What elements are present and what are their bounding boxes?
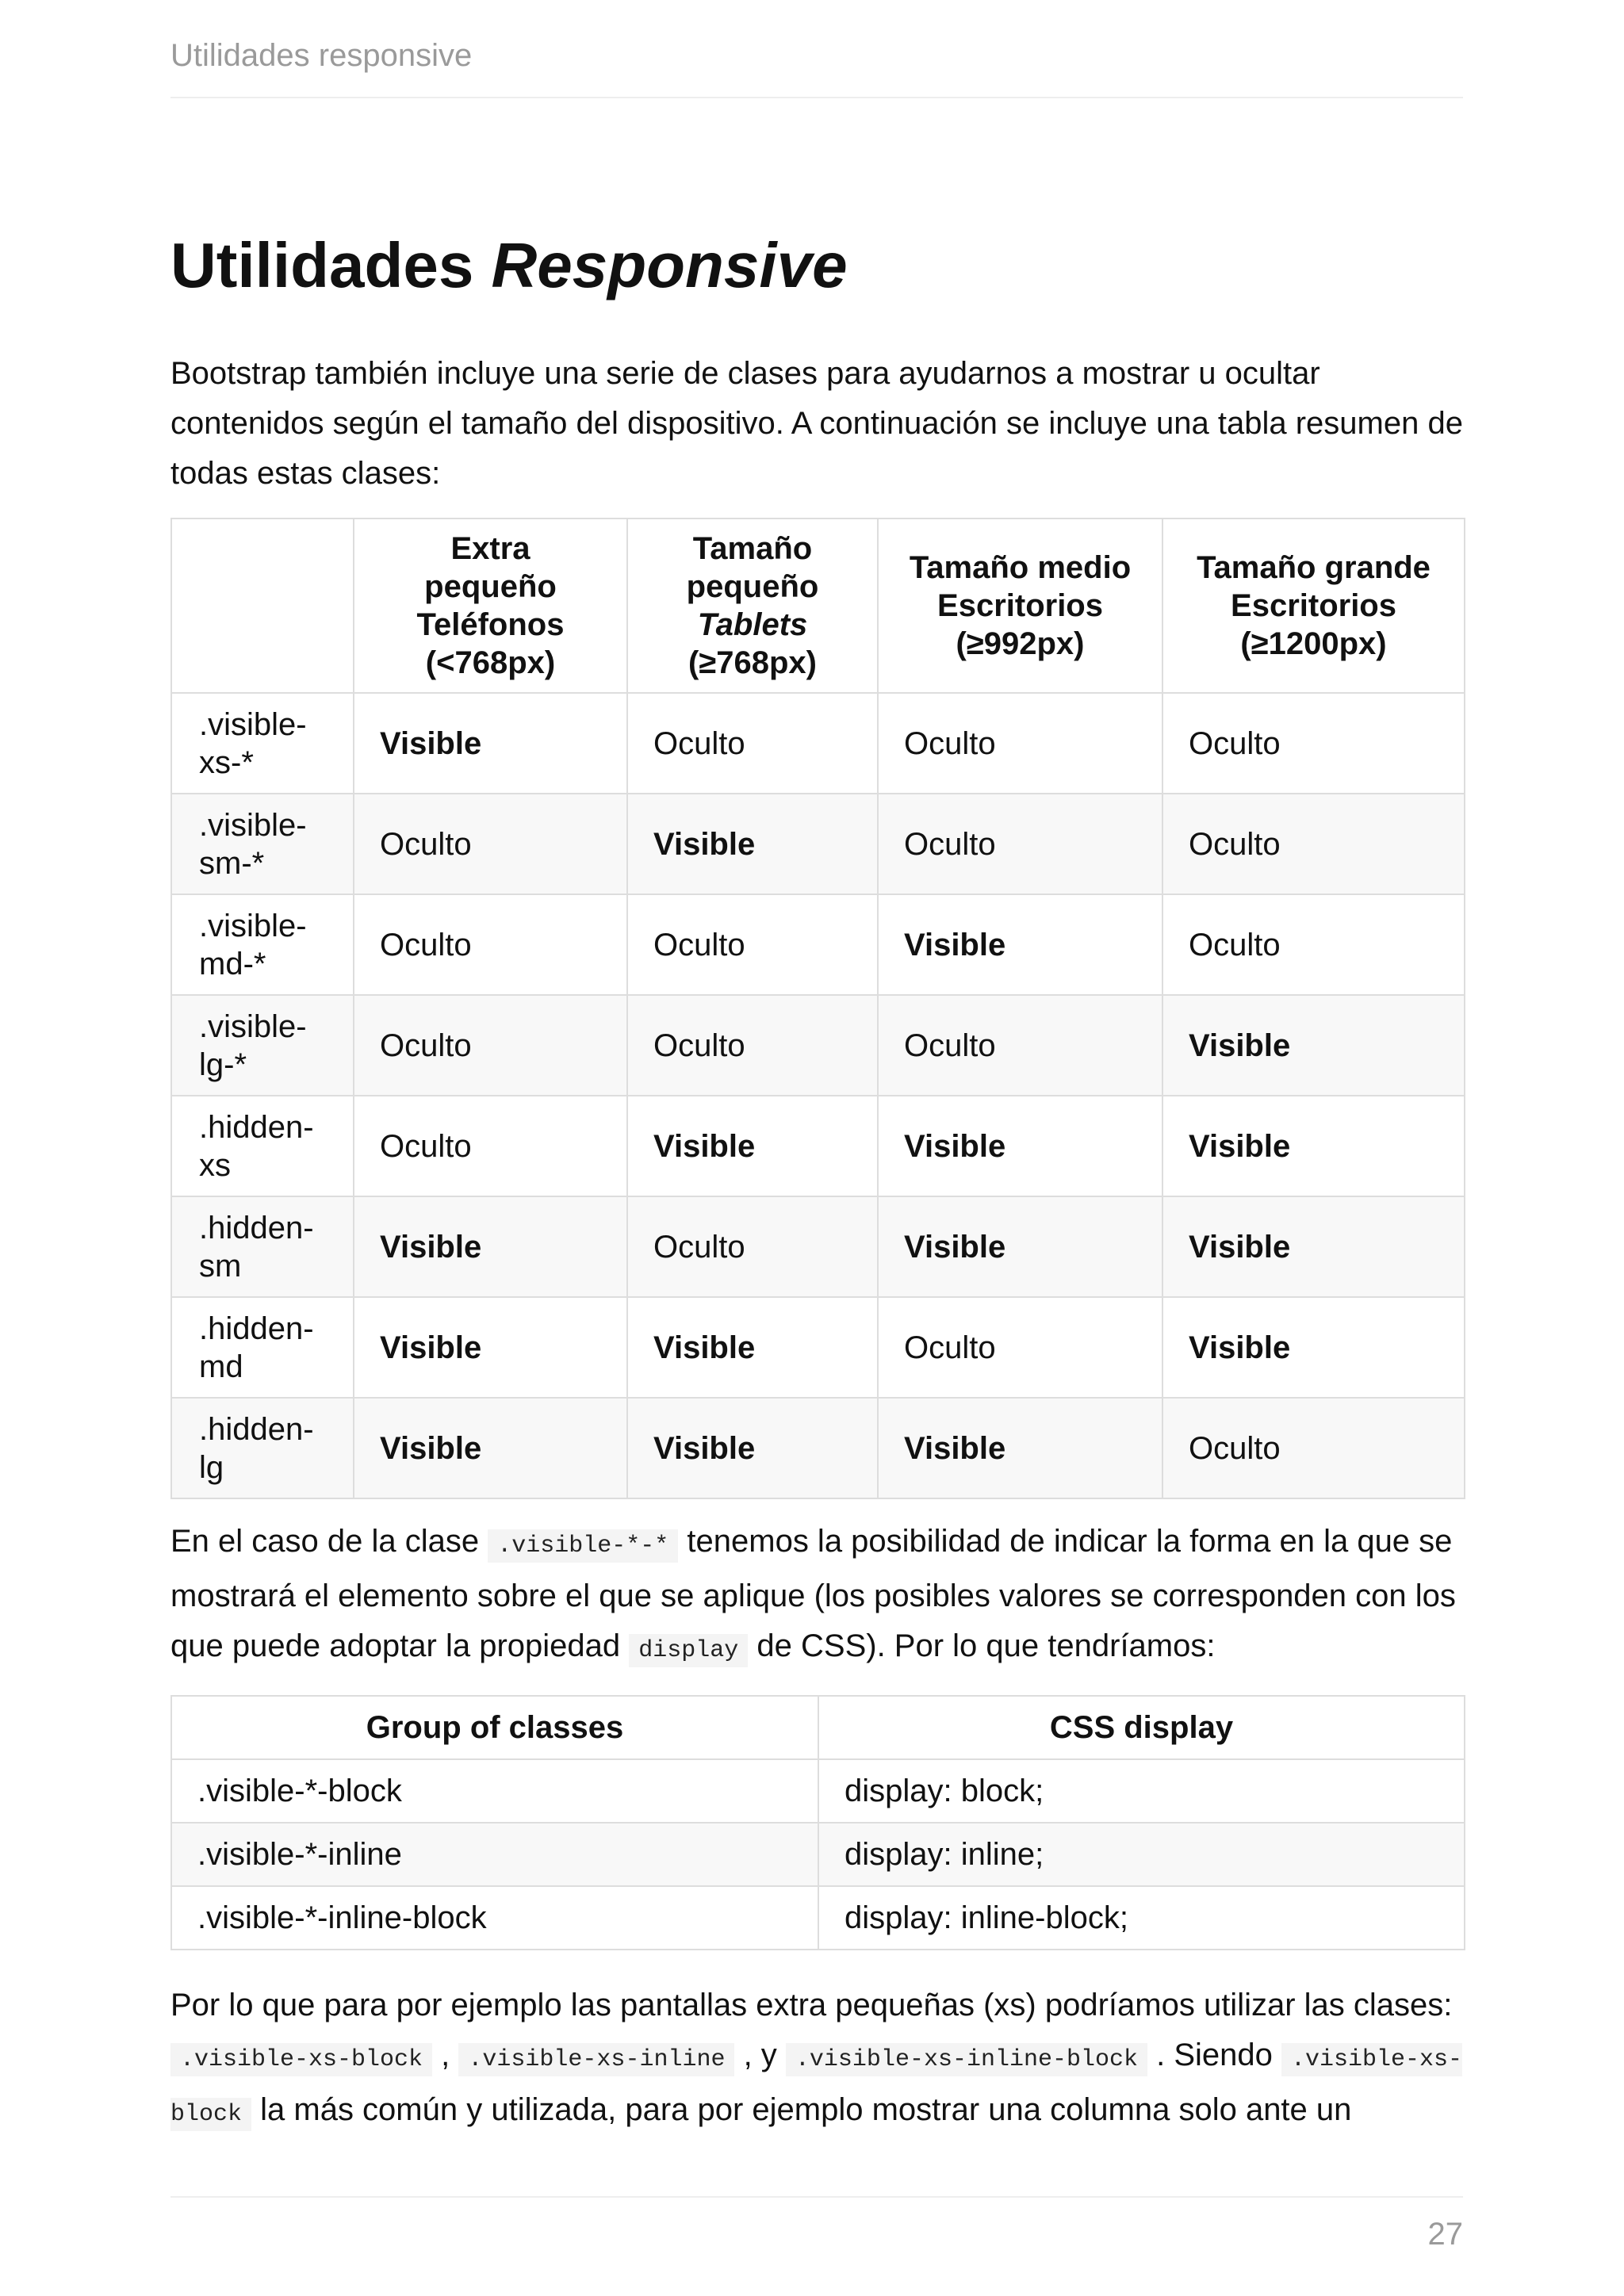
class-name-cell: .hidden- xs	[171, 1096, 354, 1196]
visibility-cell: Oculto	[878, 794, 1162, 894]
page-number: 27	[1427, 2217, 1463, 2252]
footer-divider	[170, 2196, 1463, 2198]
visibility-cell: Oculto	[354, 894, 627, 995]
header-large: Tamaño grande Escritorios (≥1200px)	[1162, 519, 1465, 693]
table-row	[171, 1096, 1465, 1196]
visibility-table	[170, 518, 1465, 1499]
class-group-cell: .visible-*-inline	[171, 1823, 818, 1886]
class-name-cell: .hidden- lg	[171, 1398, 354, 1498]
css-display-cell: display: inline-block;	[818, 1886, 1465, 1950]
visibility-cell: Visible	[1162, 1297, 1465, 1398]
table-row	[171, 1398, 1465, 1498]
css-display-cell: display: block;	[818, 1759, 1465, 1823]
visibility-cell: Visible	[627, 794, 878, 894]
inline-code: display	[629, 1634, 748, 1667]
css-display-cell: display: inline;	[818, 1823, 1465, 1886]
class-name-cell: .hidden- md	[171, 1297, 354, 1398]
visibility-cell: Visible	[878, 1196, 1162, 1297]
page-title	[170, 222, 1463, 309]
table-row	[171, 894, 1465, 995]
visibility-cell: Oculto	[878, 1297, 1162, 1398]
visibility-cell: Visible	[878, 894, 1162, 995]
table-row	[171, 1196, 1465, 1297]
visibility-cell: Visible	[878, 1096, 1162, 1196]
visibility-cell: Oculto	[354, 1096, 627, 1196]
inline-code: .visible-xs-inline-block	[786, 2043, 1147, 2076]
header-divider	[170, 97, 1463, 98]
visibility-cell: Visible	[354, 693, 627, 794]
table-row	[171, 1886, 1465, 1950]
visibility-table-body	[171, 693, 1465, 1498]
page-title-normal: Utilidades	[170, 230, 492, 300]
intro-paragraph: Bootstrap también incluye una serie de clases para ayudarnos a mostrar u ocultar contenidos según el tamaño del dispositivo. A continuación se incluye una tabla resumen de todas estas clases:	[170, 356, 1463, 491]
visibility-cell: Visible	[1162, 1196, 1465, 1297]
page-content	[170, 222, 1463, 2140]
header-medium: Tamaño medio Escritorios (≥992px)	[878, 519, 1162, 693]
visibility-cell: Oculto	[627, 995, 878, 1096]
inline-code: .visible-xs-inline	[458, 2043, 734, 2076]
class-name-cell: .visible- lg-*	[171, 995, 354, 1096]
visibility-cell: Visible	[627, 1297, 878, 1398]
visibility-cell: Oculto	[354, 794, 627, 894]
visibility-cell: Oculto	[354, 995, 627, 1096]
table-row	[171, 794, 1465, 894]
visibility-cell: Visible	[354, 1196, 627, 1297]
table-row	[171, 1823, 1465, 1886]
display-table	[170, 1695, 1465, 1950]
running-header: Utilidades responsive	[170, 38, 473, 73]
page-title-italic: Responsive	[491, 230, 848, 300]
visibility-cell: Visible	[354, 1398, 627, 1498]
visibility-cell: Oculto	[1162, 1398, 1465, 1498]
header-css-display: CSS display	[818, 1696, 1465, 1759]
visibility-cell: Visible	[627, 1096, 878, 1196]
visibility-cell: Oculto	[627, 693, 878, 794]
table-row	[171, 1759, 1465, 1823]
table-row	[171, 693, 1465, 794]
table-row	[171, 995, 1465, 1096]
class-name-cell: .hidden- sm	[171, 1196, 354, 1297]
visibility-cell: Oculto	[878, 693, 1162, 794]
visibility-cell: Visible	[627, 1398, 878, 1498]
header-group-of-classes: Group of classes	[171, 1696, 818, 1759]
inline-code: .visible-xs-block	[170, 2043, 432, 2076]
table-row	[171, 1297, 1465, 1398]
visibility-cell: Oculto	[1162, 794, 1465, 894]
visibility-cell: Oculto	[627, 1196, 878, 1297]
visibility-cell: Visible	[1162, 1096, 1465, 1196]
class-name-cell: .visible- xs-*	[171, 693, 354, 794]
visibility-cell: Oculto	[1162, 693, 1465, 794]
visibility-cell: Visible	[1162, 995, 1465, 1096]
visibility-cell: Visible	[354, 1297, 627, 1398]
display-paragraph: En el caso de la clase .visible-*-* tenemos la posibilidad de indicar la forma en la que se mostrará el elemento sobre el que se aplique (los posibles valores se corresponden con los que puede adoptar la propiedad display de CSS). Por lo que tendríamos:	[170, 1517, 1463, 1676]
visibility-cell: Oculto	[627, 894, 878, 995]
inline-code: .visible-*-*	[488, 1529, 678, 1563]
class-group-cell: .visible-*-block	[171, 1759, 818, 1823]
table-header-row	[171, 1696, 1465, 1759]
visibility-cell: Oculto	[1162, 894, 1465, 995]
empty-header-cell	[171, 519, 354, 693]
inline-code: .visible-xs-block	[170, 2043, 1462, 2131]
visibility-cell: Visible	[878, 1398, 1162, 1498]
table-header-row	[171, 519, 1465, 693]
closing-paragraph: Por lo que para por ejemplo las pantallas extra pequeñas (xs) podríamos utilizar las clases: .visible-xs-block , .visible-xs-inline , y .visible-xs-inline-block . Siendo .visible-xs-block la más común y utilizada, para por ejemplo mostrar una columna solo ante un	[170, 1980, 1463, 2140]
visibility-cell: Oculto	[878, 995, 1162, 1096]
class-group-cell: .visible-*-inline-block	[171, 1886, 818, 1950]
class-name-cell: .visible- md-*	[171, 894, 354, 995]
header-extra-small: Extra pequeño Teléfonos (<768px)	[354, 519, 627, 693]
class-name-cell: .visible- sm-*	[171, 794, 354, 894]
display-table-body	[171, 1759, 1465, 1950]
header-small: Tamaño pequeño Tablets (≥768px)	[627, 519, 878, 693]
